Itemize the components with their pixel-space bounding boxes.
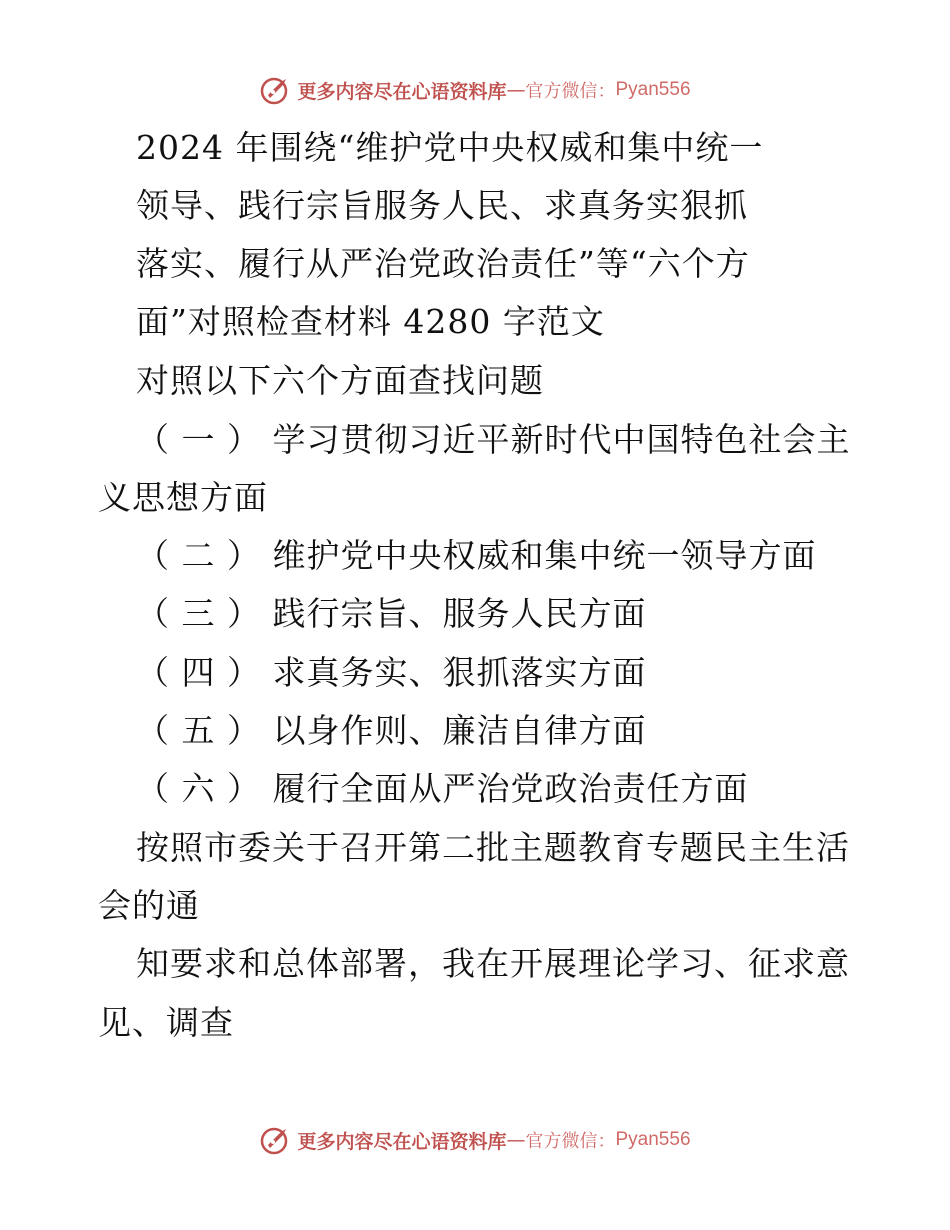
banner-wechat-id: Pyan556 — [615, 79, 691, 100]
doc-title-line-2: 领导、践行宗旨服务人民、求真务实狠抓 — [136, 186, 748, 225]
banner-site-name: 更多内容尽在心语资料库 — [297, 1130, 507, 1153]
footer-banner — [0, 1120, 950, 1160]
doc-list-item-4: （ 四 ） 求真务实、狠抓落实方面 — [136, 653, 647, 692]
banner-separator: — — [506, 1129, 526, 1151]
banner-wechat-id: Pyan556 — [615, 1129, 691, 1150]
banner-wechat-label: 官方微信： — [525, 81, 616, 102]
pen-nib-logo-icon — [259, 1123, 293, 1157]
doc-list-item-2: （ 二 ） 维护党中央权威和集中统一领导方面 — [136, 536, 817, 575]
doc-paragraph-line: 对照以下六个方面查找问题 — [136, 361, 544, 400]
doc-paragraph-line: 按照市委关于召开第二批主题教育专题民主生活 — [136, 828, 850, 867]
doc-title-line-4: 面”对照检查材料 4280 字范文 — [136, 302, 605, 341]
doc-list-item-6: （ 六 ） 履行全面从严治党政治责任方面 — [136, 769, 749, 808]
doc-paragraph-line: 见、调查 — [98, 1003, 234, 1042]
doc-paragraph-line: 会的通 — [98, 886, 200, 925]
doc-list-item-1-cont: 义思想方面 — [98, 478, 268, 517]
pen-nib-logo-icon — [259, 73, 293, 107]
doc-list-item-1: （ 一 ） 学习贯彻习近平新时代中国特色社会主 — [136, 420, 851, 459]
doc-list-item-5: （ 五 ） 以身作则、廉洁自律方面 — [136, 711, 647, 750]
banner-site-name: 更多内容尽在心语资料库 — [297, 80, 507, 103]
doc-list-item-3: （ 三 ） 践行宗旨、服务人民方面 — [136, 594, 647, 633]
header-banner — [0, 70, 950, 110]
doc-title-line-1: 2024 年围绕“维护党中央权威和集中统一 — [136, 128, 764, 167]
banner-separator: — — [506, 79, 526, 101]
doc-paragraph-line: 知要求和总体部署，我在开展理论学习、征求意 — [136, 944, 850, 983]
doc-title-line-3: 落实、履行从严治党政治责任”等“六个方 — [136, 244, 750, 283]
banner-wechat-label: 官方微信： — [525, 1131, 616, 1152]
